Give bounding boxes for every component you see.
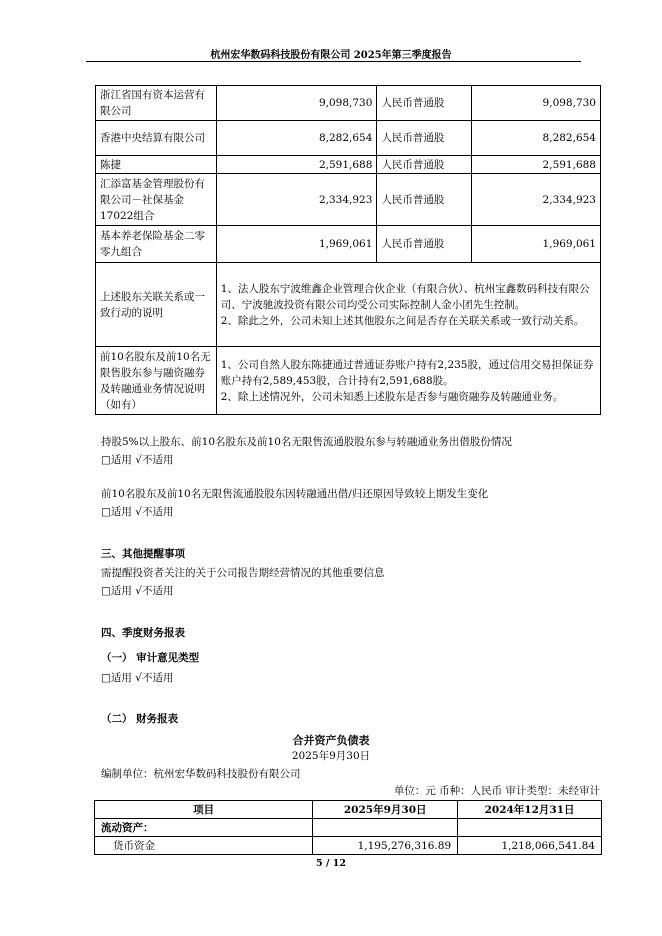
shares-held: 1,969,061 xyxy=(216,226,377,263)
table-header-row xyxy=(95,801,602,819)
shares-held: 8,282,654 xyxy=(216,121,377,156)
table-row xyxy=(96,174,601,226)
section-4-heading: 四、季度财务报表 xyxy=(101,627,185,639)
column-header-prior: 2024年12月31日 xyxy=(458,801,602,819)
section-3-text: 需提醒投资者关注的关于公司报告期经营情况的其他重要信息 xyxy=(101,567,385,579)
margin-label: 前10名股东及前10名无限售股东参与融资融券及转融通业务情况说明（如有） xyxy=(96,347,217,415)
share-count: 8,282,654 xyxy=(472,121,601,156)
shares-held: 2,591,688 xyxy=(216,156,377,174)
share-type: 人民币普通股 xyxy=(377,121,472,156)
share-type: 人民币普通股 xyxy=(377,86,472,121)
share-type: 人民币普通股 xyxy=(377,156,472,174)
relation-text-2: 2、除此之外，公司未知上述其他股东之间是否存在关联关系或一致行动关系。 xyxy=(220,314,585,327)
shares-held: 2,334,923 xyxy=(216,174,377,226)
empty-cell xyxy=(313,819,458,837)
shareholder-table xyxy=(95,85,601,415)
financial-statements-heading: （二） 财务报表 xyxy=(101,713,179,725)
lending-change-option: □适用 √不适用 xyxy=(101,506,174,518)
lending-option: □适用 √不适用 xyxy=(101,454,174,466)
margin-text-1: 1、公司自然人股东陈捷通过普通证券账户持有2,235股，通过信用交易担保证券账户持有2,589,453股，合计持有2,591,688股。 xyxy=(220,358,594,387)
table-row xyxy=(96,86,601,121)
share-count: 2,334,923 xyxy=(472,174,601,226)
share-count: 2,591,688 xyxy=(472,156,601,174)
table-row xyxy=(95,819,602,837)
audit-opinion-option: □适用 √不适用 xyxy=(101,672,174,684)
row-value-prior: 1,218,066,541.84 xyxy=(458,837,602,855)
page-number: 5 / 12 xyxy=(316,858,346,869)
lending-change-text: 前10名股东及前10名无限售流通股股东因转融通出借/归还原因导致较上期发生变化 xyxy=(101,488,489,500)
shares-held: 9,098,730 xyxy=(216,86,377,121)
margin-text-2: 2、除上述情况外，公司未知悉上述股东是否参与融资融券及转融通业务。 xyxy=(220,390,564,403)
balance-sheet-date: 2025年9月30日 xyxy=(291,750,371,762)
relation-text xyxy=(216,263,600,347)
units-note: 单位：元 币种：人民币 审计类型：未经审计 xyxy=(393,785,600,797)
lending-disclosure-text: 持股5%以上股东、前10名股东及前10名无限售流通股股东参与转融通业务出借股份情况 xyxy=(101,436,512,448)
empty-cell xyxy=(458,819,602,837)
column-header-current: 2025年9月30日 xyxy=(313,801,458,819)
table-row xyxy=(96,226,601,263)
page-header: 杭州宏华数码科技股份有限公司 2025年第三季度报告 xyxy=(210,50,452,61)
column-header-item: 项目 xyxy=(95,801,313,819)
share-type: 人民币普通股 xyxy=(377,226,472,263)
table-row xyxy=(96,121,601,156)
shareholder-name: 浙江省国有资本运营有限公司 xyxy=(96,86,217,121)
share-count: 9,098,730 xyxy=(472,86,601,121)
relation-label: 上述股东关联关系或一致行动的说明 xyxy=(96,263,217,347)
row-label: 货币资金 xyxy=(95,837,313,855)
row-value-current: 1,195,276,316.89 xyxy=(313,837,458,855)
relation-text-1: 1、法人股东宁波维鑫企业管理合伙企业（有限合伙）、杭州宝鑫数码科技有限公司、宁波驰波投资有限公司均受公司实际控制人金小团先生控制。 xyxy=(220,282,590,311)
shareholder-name: 基本养老保险基金二零零九组合 xyxy=(96,226,217,263)
shareholder-name: 汇添富基金管理股份有限公司－社保基金17022组合 xyxy=(96,174,217,226)
table-row xyxy=(95,837,602,855)
share-type: 人民币普通股 xyxy=(377,174,472,226)
balance-sheet-title: 合并资产负债表 xyxy=(292,734,370,747)
table-row xyxy=(96,347,601,415)
shareholder-name: 香港中央结算有限公司 xyxy=(96,121,217,156)
compiling-entity: 编制单位：杭州宏华数码科技股份有限公司 xyxy=(101,768,301,780)
margin-text xyxy=(216,347,600,415)
share-count: 1,969,061 xyxy=(472,226,601,263)
section-label: 流动资产： xyxy=(95,819,313,837)
shareholder-name: 陈捷 xyxy=(96,156,217,174)
header-divider xyxy=(86,61,581,62)
table-row xyxy=(96,156,601,174)
audit-opinion-heading: （一） 审计意见类型 xyxy=(101,652,200,664)
table-row xyxy=(96,263,601,347)
section-3-heading: 三、其他提醒事项 xyxy=(101,548,185,560)
balance-sheet-table xyxy=(94,800,602,855)
section-3-option: □适用 √不适用 xyxy=(101,585,174,597)
